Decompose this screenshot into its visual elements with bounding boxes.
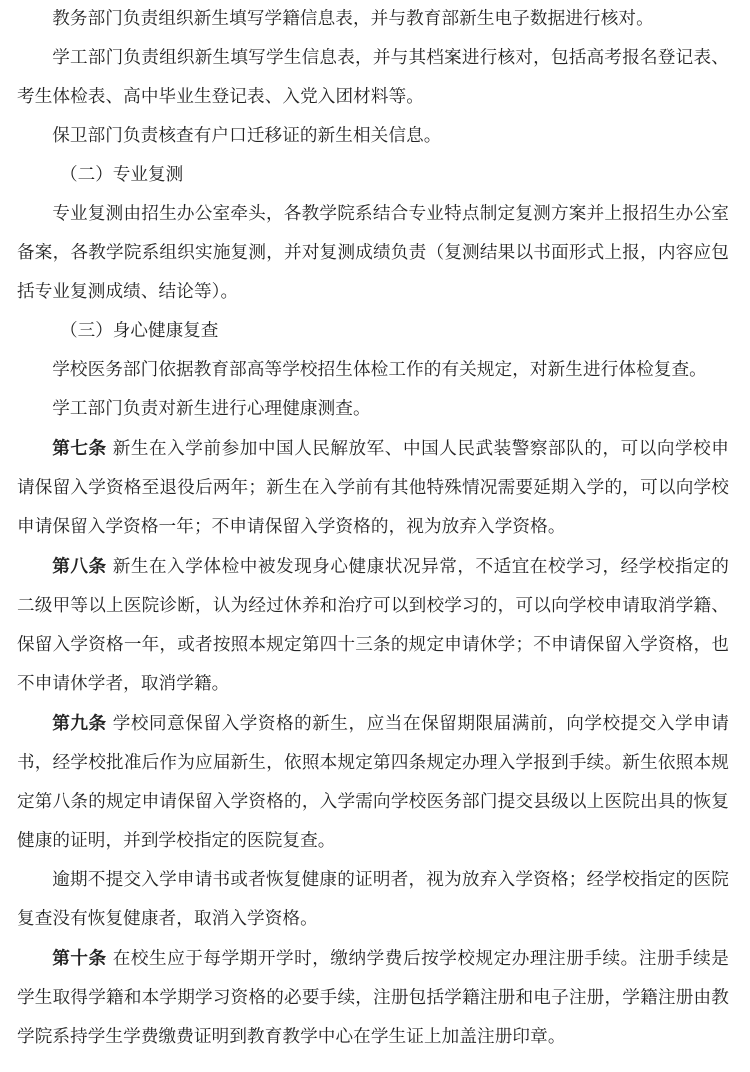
paragraph-4: [17, 195, 729, 312]
paragraph-text: 教务部门负责组织新生填写学籍信息表，并与教育部新生电子数据进行核对。: [52, 9, 654, 29]
article-label: 第七条: [52, 438, 107, 459]
paragraph-text: 学工部门负责对新生进行心理健康测查。: [52, 399, 371, 419]
article-9: [17, 704, 729, 861]
article-8: [17, 547, 729, 704]
paragraph-text: 保卫部门负责核查有户口迁移证的新生相关信息。: [52, 126, 442, 146]
subheading-health-recheck: [17, 312, 729, 351]
paragraph-2: [17, 39, 729, 117]
paragraph-6: [17, 390, 729, 429]
paragraph-text: 学校医务部门依据教育部高等学校招生体检工作的有关规定，对新生进行体检复查。: [52, 360, 707, 380]
article-label: 第十条: [52, 948, 107, 969]
article-text: 新生在入学体检中被发现身心健康状况异常，不适宜在校学习，经学校指定的二级甲等以上医院诊断，认为经过休养和治疗可以到校学习的，可以向学校申请取消学籍、保留入学资格一年，或者按照本规定第四十三条的规定申请休学；不申请保留入学资格，也不申请休学者，取消学籍。: [17, 557, 729, 694]
article-10: [17, 939, 729, 1057]
article-7: [17, 429, 729, 547]
article-text: 新生在入学前参加中国人民解放军、中国人民武装警察部队的，可以向学校申请保留入学资格至退役后两年；新生在入学前有其他特殊情况需要延期入学的，可以向学校申请保留入学资格一年；不申请保留入学资格的，视为放弃入学资格。: [17, 439, 729, 537]
subheading-text: （二）专业复测: [60, 165, 184, 185]
subheading-text: （三）身心健康复查: [60, 321, 219, 341]
article-text: 学校同意保留入学资格的新生，应当在保留期限届满前，向学校提交入学申请书，经学校批准后作为应届新生，依照本规定第四条规定办理入学报到手续。新生依照本规定第八条的规定申请保留入学资格的，入学需向学校医务部门提交县级以上医院出具的恢复健康的证明，并到学校指定的医院复查。: [17, 714, 729, 851]
document-page: [17, 0, 729, 1057]
paragraph-5: [17, 351, 729, 390]
paragraph-text: 逾期不提交入学申请书或者恢复健康的证明者，视为放弃入学资格；经学校指定的医院复查没有恢复健康者，取消入学资格。: [17, 870, 729, 929]
paragraph-1: [17, 0, 729, 39]
paragraph-3: [17, 117, 729, 156]
paragraph-text: 学工部门负责组织新生填写学生信息表，并与其档案进行核对，包括高考报名登记表、考生体检表、高中毕业生登记表、入党入团材料等。: [17, 48, 729, 107]
paragraph-7: [17, 861, 729, 939]
paragraph-text: 专业复测由招生办公室牵头，各教学院系结合专业特点制定复测方案并上报招生办公室备案，各教学院系组织实施复测，并对复测成绩负责（复测结果以书面形式上报，内容应包括专业复测成绩、结论等）。: [17, 204, 729, 302]
article-label: 第八条: [52, 556, 107, 577]
article-label: 第九条: [52, 713, 107, 734]
subheading-professional-retest: [17, 156, 729, 195]
article-text: 在校生应于每学期开学时，缴纳学费后按学校规定办理注册手续。注册手续是学生取得学籍和本学期学习资格的必要手续，注册包括学籍注册和电子注册，学籍注册由教学院系持学生学费缴费证明到教育教学中心在学生证上加盖注册印章。: [17, 949, 729, 1047]
